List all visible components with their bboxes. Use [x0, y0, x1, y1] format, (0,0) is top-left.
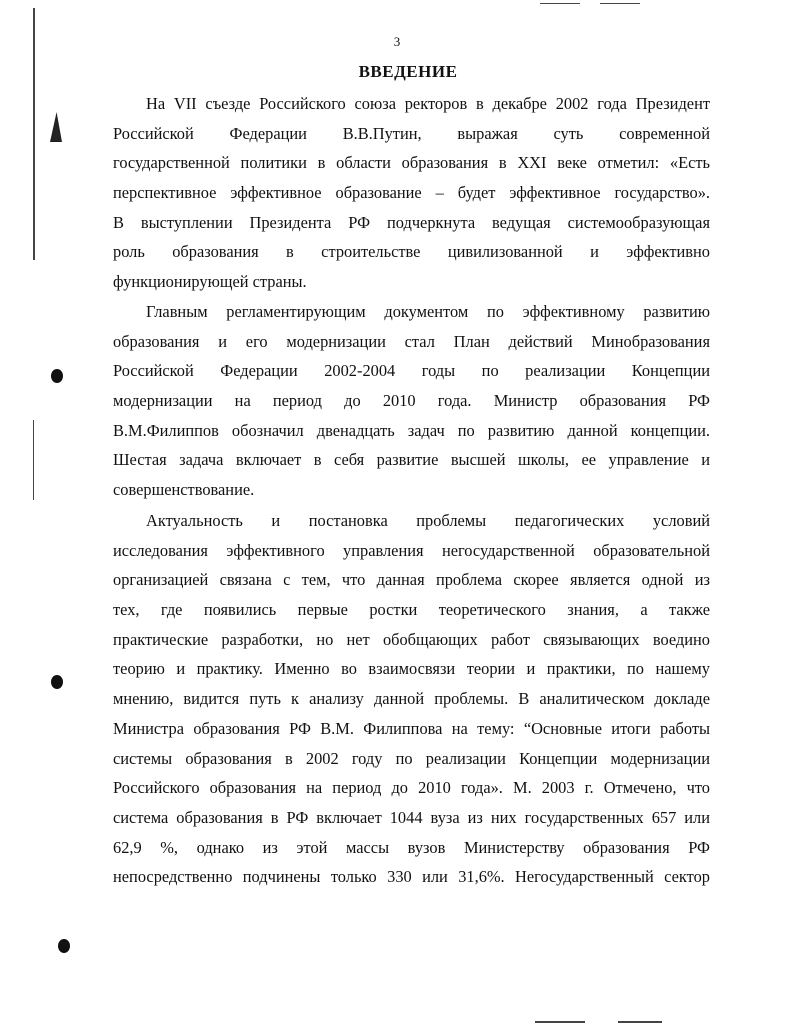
text-line: роль образования в строительстве цивилизованной и эффективно	[113, 242, 710, 262]
text-line: системы образования в 2002 году по реализации Концепции модернизации	[113, 748, 710, 768]
page-number: 3	[393, 34, 401, 49]
text-line: На VII съезде Российского союза ректоров в декабре 2002 года Президент	[146, 94, 710, 113]
paragraph-1	[113, 89, 710, 297]
text-line: модернизации на период до 2010 года. Министр образования РФ	[113, 391, 710, 411]
scan-bottom-dash	[618, 1021, 662, 1023]
text-line: Главным регламентирующим документом по эффективному развитию	[146, 302, 710, 321]
scan-top-dash	[600, 3, 640, 4]
text-line: Шестая задача включает в себя развитие высшей школы, ее управление и	[113, 450, 710, 470]
scan-hole-mark	[50, 112, 62, 142]
paragraph-2	[113, 297, 710, 505]
text-line: 62,9 %, однако из этой массы вузов Министерству образования РФ	[113, 837, 710, 857]
paragraph-3	[113, 506, 710, 892]
text-line: тех, где появились первые ростки теоретического знания, а также	[113, 600, 710, 620]
text-line: перспективное эффективное образование – будет эффективное государство».	[113, 183, 710, 203]
text-line: система образования в РФ включает 1044 вуза из них государственных 657 или	[113, 807, 710, 827]
text-line: мнению, видится путь к анализу данной проблемы. В аналитическом докладе	[113, 689, 710, 709]
scan-hole-dot	[51, 675, 63, 689]
text-line: Актуальность и постановка проблемы педагогических условий	[146, 511, 710, 530]
text-line: функционирующей страны.	[113, 272, 307, 292]
text-line: практические разработки, но нет обобщающих работ связывающих воедино	[113, 629, 710, 649]
text-line: организацией связана с тем, что данная проблема скорее является одной из	[113, 570, 710, 590]
text-line: непосредственно подчинены только 330 или 31,6%. Негосударственный сектор	[113, 867, 710, 887]
text-line: государственной политики в области образования в XXI веке отметил: «Есть	[113, 153, 710, 173]
text-line: В.М.Филиппов обозначил двенадцать задач по развитию данной концепции.	[113, 420, 710, 440]
scan-margin-line-lower	[33, 420, 34, 500]
text-line: совершенствование.	[113, 480, 255, 500]
text-line: образования и его модернизации стал План действий Минобразования	[113, 331, 710, 351]
text-line: Российского образования на период до 2010 года». М. 2003 г. Отмечено, что	[113, 778, 710, 798]
text-line: В выступлении Президента РФ подчеркнута ведущая системообразующая	[113, 212, 710, 232]
scan-hole-dot	[58, 939, 70, 953]
text-line: Российской Федерации В.В.Путин, выражая суть современной	[113, 123, 710, 143]
scan-bottom-dash	[535, 1021, 585, 1023]
text-line: теорию и практику. Именно во взаимосвязи теории и практики, по нашему	[113, 659, 710, 679]
text-line: Министра образования РФ В.М. Филиппова на тему: “Основные итоги работы	[113, 718, 710, 738]
text-line: Российской Федерации 2002-2004 годы по реализации Концепции	[113, 361, 710, 381]
page-title: ВВЕДЕНИЕ	[358, 62, 458, 81]
scan-top-dash	[540, 3, 580, 4]
scan-hole-dot	[51, 369, 63, 383]
text-line: исследования эффективного управления негосударственной образовательной	[113, 540, 710, 560]
